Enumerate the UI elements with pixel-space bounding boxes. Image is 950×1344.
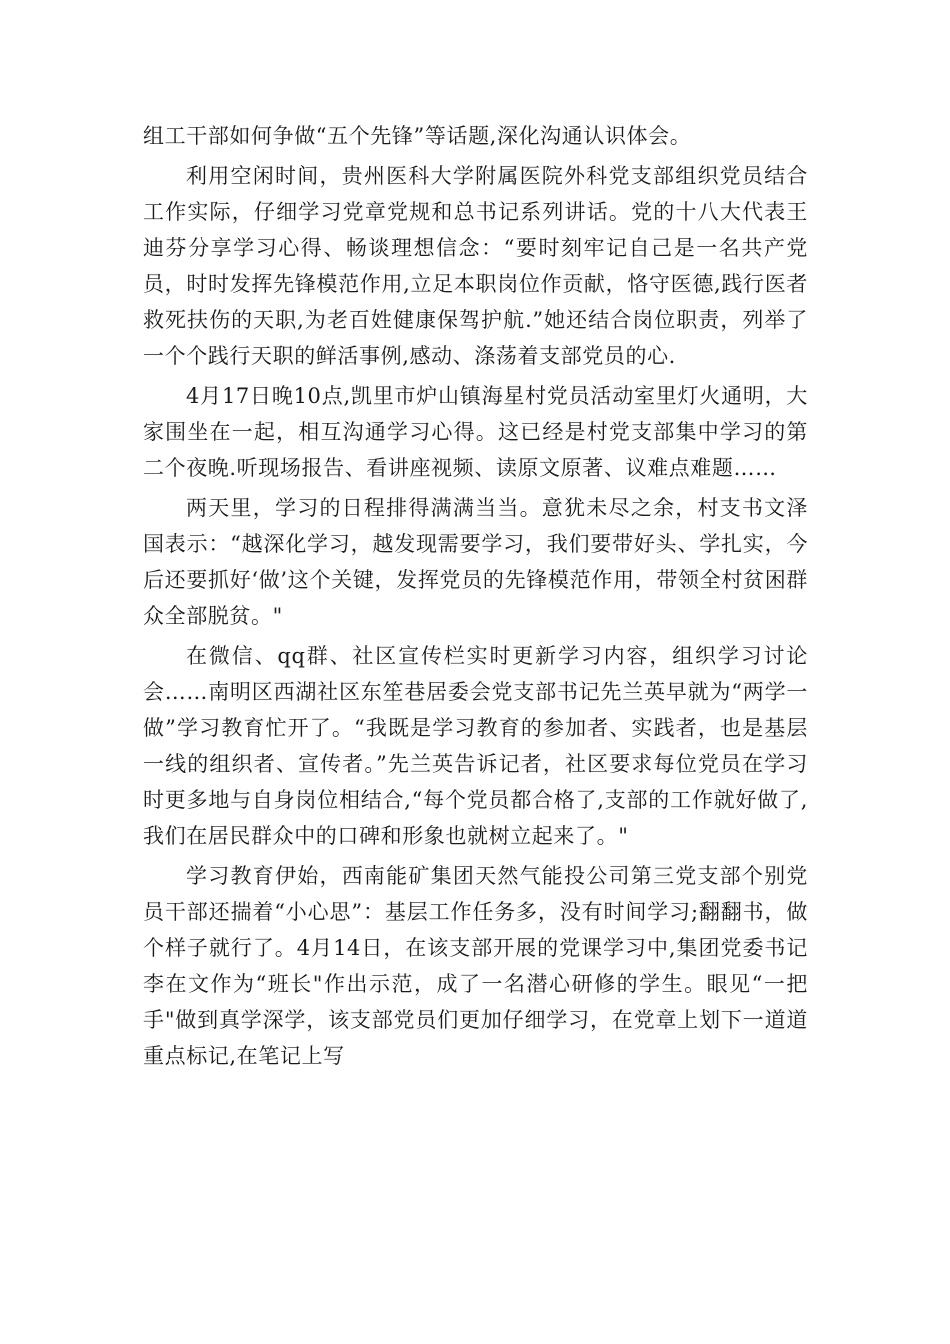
paragraph-4: 两天里，学习的日程排得满满当当。意犹未尽之余，村支书文泽国表示：“越深化学习，越发现需要学习，我们要带好头、学扎实，今后还要抓好‘做’这个关键，发挥党员的先锋模范作用，带领全村贫困群众全部脱贫。" xyxy=(143,496,808,628)
paragraph-2: 利用空闲时间，贵州医科大学附属医院外科党支部组织党员结合工作实际，仔细学习党章党规和总书记系列讲话。党的十八大代表王迪芬分享学习心得、畅谈理想信念：“要时刻牢记自己是一名共产党员，时时发挥先锋模范作用,立足本职岗位作贡献，恪守医德,践行医者救死扶伤的天职,为老百姓健康保驾护航.”她还结合岗位职责，列举了一个个践行天职的鲜活事例,感动、涤荡着支部党员的心. xyxy=(143,164,808,368)
paragraph-3: 4月17日晚10点,凯里市炉山镇海星村党员活动室里灯火通明，大家围坐在一起，相互沟通学习心得。这已经是村党支部集中学习的第二个夜晚.听现场报告、看讲座视频、读原文原著、议难点难题…… xyxy=(143,384,808,480)
paragraph-6: 学习教育伊始，西南能矿集团天然气能投公司第三党支部个别党员干部还揣着“小心思”：基层工作任务多，没有时间学习;翻翻书，做个样子就行了。4月14日，在该支部开展的党课学习中,集团党委书记李在文作为“班长"作出示范，成了一名潜心研修的学生。眼见“一把手"做到真学深学，该支部党员们更加仔细学习，在党章上划下一道道重点标记,在笔记上写 xyxy=(143,864,808,1068)
document-page xyxy=(143,118,808,1078)
paragraph-5: 在微信、qq群、社区宣传栏实时更新学习内容，组织学习讨论会……南明区西湖社区东笙巷居委会党支部书记先兰英早就为“两学一做”学习教育忙开了。“我既是学习教育的参加者、实践者，也是基层一线的组织者、宣传者。”先兰英告诉记者，社区要求每位党员在学习时更多地与自身岗位相结合,“每个党员都合格了,支部的工作就好做了,我们在居民群众中的口碑和形象也就树立起来了。" xyxy=(143,644,808,848)
paragraph-1: 组工干部如何争做“五个先锋”等话题,深化沟通认识体会。 xyxy=(143,124,692,148)
